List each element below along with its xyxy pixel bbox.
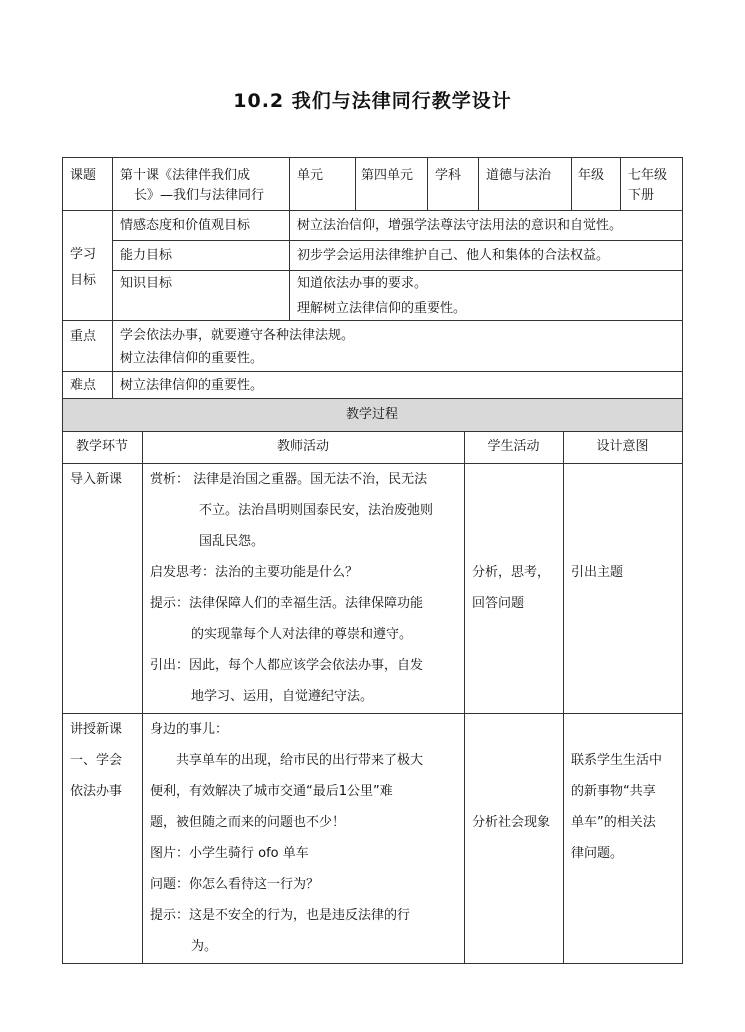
subject-label: 学科 [435,168,462,183]
teacher-activity-line: 国乱民怨。 [199,534,265,549]
emotion-goal-value: 树立法治信仰，增强学法尊法守法用法的意识和自觉性。 [297,218,623,233]
knowledge-goal-label: 知识目标 [120,276,173,291]
table-border [62,371,683,372]
student-activity-cell: 回答问题 [472,596,525,611]
goals-label: 目标 [70,273,97,288]
teacher-activity-line: 赏析： 法律是治国之重器。国无法不治，民无法 [150,472,428,487]
page-title: 10.2 我们与法律同行教学设计 [233,90,512,112]
table-border [289,157,290,210]
difficulty-value: 树立法律信仰的重要性。 [120,378,264,393]
design-intent-cell: 联系学生生活中 [571,753,663,768]
teacher-activity-line: 为。 [191,939,218,954]
stage-cell: 依法办事 [70,784,123,799]
teacher-activity-line: 启发思考：法治的主要功能是什么？ [150,565,359,580]
grade-value: 下册 [628,188,655,203]
teacher-activity-line: 问题：你怎么看待这一行为？ [150,877,320,892]
knowledge-goal-value: 知道依法办事的要求。 [297,276,428,291]
table-border [112,270,683,271]
table-border [62,157,63,964]
teacher-activity-line: 图片：小学生骑行 ofo 单车 [150,846,309,861]
stage-cell: 一、学会 [70,753,123,768]
knowledge-goal-value: 理解树立法律信仰的重要性。 [297,301,467,316]
subject-value: 道德与法治 [486,168,552,183]
student-activity-cell: 分析，思考， [472,565,551,580]
course-value: 第十课《法律伴我们成 [120,168,251,183]
table-border [62,398,683,399]
design-intent-cell: 单车”的相关法 [571,815,656,830]
table-border [478,157,479,210]
table-border [112,210,113,398]
design-intent-cell: 律问题。 [571,846,624,861]
course-label: 课题 [70,168,97,183]
grade-label: 年级 [578,168,605,183]
table-border [682,157,683,964]
table-border [464,431,465,964]
col-teacher-header: 教师活动 [276,439,329,454]
teacher-activity-line: 共享单车的出现，给市民的出行带来了极大 [176,753,424,768]
design-intent-cell: 的新事物“共享 [571,784,656,799]
emotion-goal-label: 情感态度和价值观目标 [120,218,251,233]
table-border [62,157,683,158]
key-value: 树立法律信仰的重要性。 [120,351,264,366]
table-border [112,157,113,210]
unit-label: 单元 [297,168,324,183]
teacher-activity-line: 题，被但随之而来的问题也不少！ [150,815,346,830]
ability-goal-label: 能力目标 [120,248,173,263]
teacher-activity-line: 提示：这是不安全的行为，也是违反法律的行 [150,908,411,923]
table-border [62,713,683,714]
teacher-activity-line: 的实现靠每个人对法律的尊崇和遵守。 [191,627,413,642]
table-border [571,157,572,210]
stage-cell: 讲授新课 [70,722,123,737]
process-header: 教学过程 [345,407,398,422]
student-activity-cell: 分析社会现象 [472,815,551,830]
table-border [62,963,683,964]
table-border [427,157,428,210]
key-value: 学会依法办事，就要遵守各种法律法规。 [120,328,355,343]
teacher-activity-line: 不立。法治昌明则国泰民安，法治废弛则 [199,503,434,518]
key-label: 重点 [70,329,97,344]
design-intent-cell: 引出主题 [571,565,624,580]
table-border [620,157,621,210]
ability-goal-value: 初步学会运用法律维护自己、他人和集体的合法权益。 [297,248,610,263]
table-border [62,210,683,211]
table-border [355,157,356,210]
course-value: 长》—我们与法律同行 [134,188,265,203]
goals-label: 学习 [70,247,97,262]
table-border [62,463,683,464]
stage-cell: 导入新课 [70,472,123,487]
col-intent-header: 设计意图 [596,439,649,454]
teacher-activity-line: 引出：因此，每个人都应该学会依法办事，自发 [150,658,424,673]
table-border [112,240,683,241]
unit-value: 第四单元 [361,168,414,183]
teacher-activity-line: 身边的事儿： [150,722,229,737]
col-stage-header: 教学环节 [75,439,128,454]
teacher-activity-line: 提示：法律保障人们的幸福生活。法律保障功能 [150,596,424,611]
table-border [563,431,564,964]
table-border [289,210,290,320]
table-border [62,320,683,321]
table-border [62,431,683,432]
teacher-activity-line: 地学习、运用，自觉遵纪守法。 [191,689,374,704]
difficulty-label: 难点 [70,378,97,393]
col-student-header: 学生活动 [487,439,540,454]
table-border [142,431,143,964]
grade-value: 七年级 [628,168,668,183]
teacher-activity-line: 便利，有效解决了城市交通“最后1公里”难 [150,784,393,799]
